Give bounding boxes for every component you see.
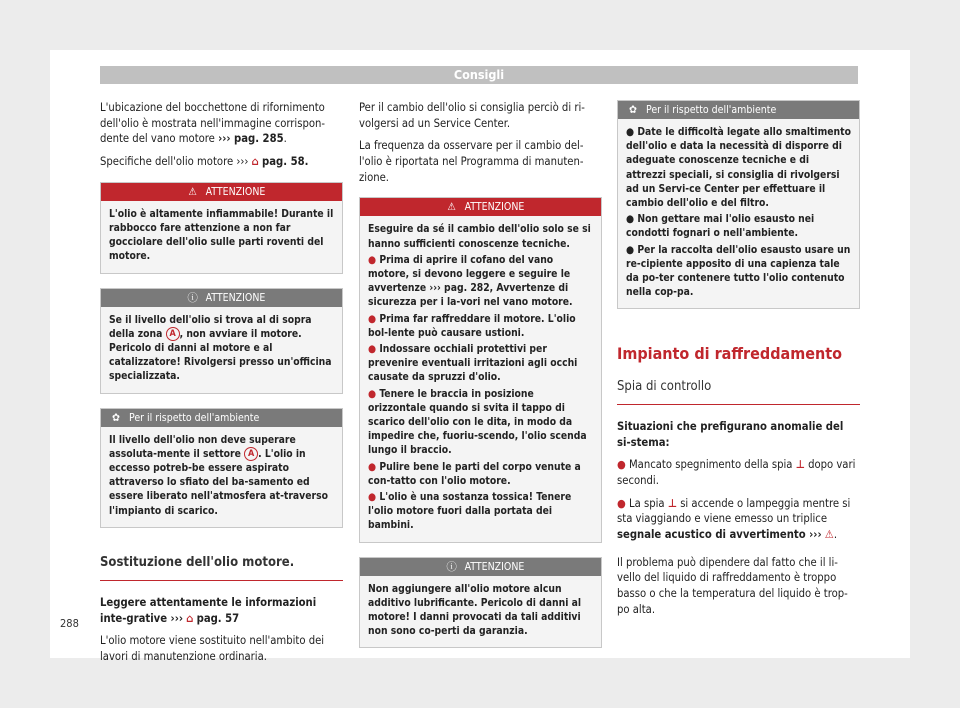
paragraph: Per il cambio dell'olio si consiglia perciò di ri-volgersi ad un Service Center. <box>359 101 585 130</box>
environment-box: ✿ Per il rispetto dell'ambiente ● Date le difficoltà legate allo smaltimento dell'olio e data la necessità di disporre di adeguate conoscenze tecniche e di attrezzi speciali, si consiglia di rivolgersi ad un Servi-ce Center per effettuare il cambio dell'olio e del filtro. ● Non gettare mai l'olio esausto nei condotti fognari o nell'ambiente. ● Per la raccolta dell'olio esausto usare un re-cipiente apposito di una capienza tale da po-ter contenere tutto l'olio contenuto nella cop-pa. <box>617 100 860 309</box>
list-item: ● Date le difficoltà legate allo smaltimento dell'olio e data la necessità di disporre di adeguate conoscenze tecniche e di attrezzi speciali, si consiglia di rivolgersi ad un Servi-ce Center per effettuare il cambio dell'olio e del filtro. <box>626 126 851 210</box>
column-3 <box>617 100 860 624</box>
column-2 <box>359 100 602 658</box>
marker-a: A <box>166 327 180 341</box>
warning-triangle-icon: ⚠ <box>188 185 197 198</box>
warning-box: ⚠ ATTENZIONE L'olio è altamente infiammabile! Durante il rabbocco fare attenzione a non far gocciolare dell'olio sulle parti roventi del motore. <box>100 182 343 274</box>
list-item: ● Tenere le braccia in posizione orizzontale quando si svita il tappo di scarico dell'olio con le dita, in modo da impedire che, fuoriu-scendo, l'olio scenda lungo il braccio. <box>368 387 587 457</box>
coolant-icon: ⊥ <box>667 496 677 510</box>
page-link[interactable]: pag. 58. <box>262 155 309 169</box>
info-circle-icon: ⓘ <box>187 291 198 304</box>
flower-icon: ✿ <box>112 411 120 424</box>
paragraph: Il problema può dipendere dal fatto che il li-vello del liquido di raffreddamento è troppo basso o che la temperatura del liquido è trop-po alta. <box>617 555 848 616</box>
book-icon: ⌂ <box>251 155 259 169</box>
page-link[interactable]: ››› pag. 285 <box>218 132 284 146</box>
environment-box: ✿ Per il rispetto dell'ambiente Il livello dell'olio non deve superare assoluta-mente il settore A . L'olio in eccesso potreb-be essere aspirato attraverso lo sfiato del ba-samento ed essere liberato nell'atmosfera at-traverso l'impianto di scarico. <box>100 408 343 528</box>
warning-box: ⚠ ATTENZIONE Eseguire da sé il cambio dell'olio solo se si hanno sufficienti conoscenze tecniche. ● Prima di aprire il cofano del vano motore, si devono leggere e seguire le avvertenze ››› pag. 282, Avvertenze di sicurezza per i la-vori nel vano motore. ● Prima far raffreddare il motore. L'olio bol-lente può causare ustioni. ● Indossare occhiali protettivi per prevenire eventuali irritazioni agli occhi causate da spruzzi d'olio. ● Tenere le braccia in posizione orizzontale quando si svita il tappo di scarico dell'olio con le dita, in modo da impedire che, fuoriu-scendo, l'olio scenda lungo il braccio. ● Pulire bene le parti del corpo venute a con-tatto con l'olio motore. ● L'olio è una sostanza tossica! Tenere l'olio motore fuori dalla portata dei bambini. <box>359 197 602 542</box>
page-link[interactable]: pag. 57 <box>196 611 240 625</box>
warning-triangle-icon: ⚠ <box>824 528 834 542</box>
list-item: ● La spia ⊥ si accende o lampeggia mentre si sta viaggiando e viene emesso un triplice segnale acustico di avvertimento ››› ⚠. <box>617 496 851 542</box>
paragraph: Leggere attentamente le informazioni inte-grative ››› ⌂ pag. 57 <box>100 595 317 625</box>
column-1 <box>100 100 343 672</box>
caution-box: ⓘ ATTENZIONE Non aggiungere all'olio motore alcun additivo lubrificante. Pericolo di danni al motore! I danni provocati da tali additivi non sono co-perti da garanzia. <box>359 557 602 649</box>
marker-a: A <box>244 447 258 461</box>
list-item: ● Prima far raffreddare il motore. L'olio bol-lente può causare ustioni. <box>368 312 576 339</box>
list-item: ● L'olio è una sostanza tossica! Tenere l'olio motore fuori dalla portata dei bambini. <box>368 491 572 532</box>
caution-box: ⓘ ATTENZIONE Se il livello dell'olio si trova al di sopra della zona A , non avviare il motore. Pericolo di danni al motore e al catalizzatore! Rivolgersi presso un'officina specializzata. <box>100 288 343 394</box>
coolant-icon: ⊥ <box>795 458 805 472</box>
page-number: 288 <box>60 617 79 630</box>
page-header: Consigli <box>100 66 858 84</box>
flower-icon: ✿ <box>629 104 637 116</box>
list-item: ● Indossare occhiali protettivi per prevenire eventuali irritazioni agli occhi causate da spruzzi d'olio. <box>368 342 578 384</box>
subsection-title: Spia di controllo <box>617 378 860 405</box>
chapter-title: Impianto di raffreddamento <box>617 344 843 364</box>
paragraph: L'ubicazione del bocchettone di rifornimento dell'olio è mostrata nell'immagine corrispon-dente del vano motore ››› pag. 285. <box>100 101 326 146</box>
list-item: ● Non gettare mai l'olio esausto nei condotti fognari o nell'ambiente. <box>626 213 815 240</box>
list-item: ● Mancato spegnimento della spia ⊥ dopo vari secondi. <box>617 458 856 488</box>
paragraph: La frequenza da osservare per il cambio del-l'olio è riportata nel Programma di manuten-zione. <box>359 139 584 184</box>
info-circle-icon: ⓘ <box>446 560 457 573</box>
book-icon: ⌂ <box>186 611 194 625</box>
section-title: Sostituzione dell'olio motore. <box>100 554 343 581</box>
warning-triangle-icon: ⚠ <box>447 201 456 214</box>
list-item: ● Pulire bene le parti del corpo venute a con-tatto con l'olio motore. <box>368 460 581 487</box>
list-item: ● Per la raccolta dell'olio esausto usare un re-cipiente apposito di una capienza tale da po-ter contenere tutto l'olio contenuto nella cop-pa. <box>626 243 851 299</box>
list-item: ● Prima di aprire il cofano del vano motore, si devono leggere e seguire le avvertenze ››› pag. 282, Avvertenze di sicurezza per i la-vori nel vano motore. <box>368 253 573 309</box>
paragraph: L'olio motore viene sostituito nell'ambito dei lavori di manutenzione ordinaria. <box>100 634 325 663</box>
paragraph: Situazioni che prefigurano anomalie del si-stema: <box>617 420 844 449</box>
paragraph: Specifiche dell'olio motore ››› ⌂ pag. 58. <box>100 155 309 169</box>
